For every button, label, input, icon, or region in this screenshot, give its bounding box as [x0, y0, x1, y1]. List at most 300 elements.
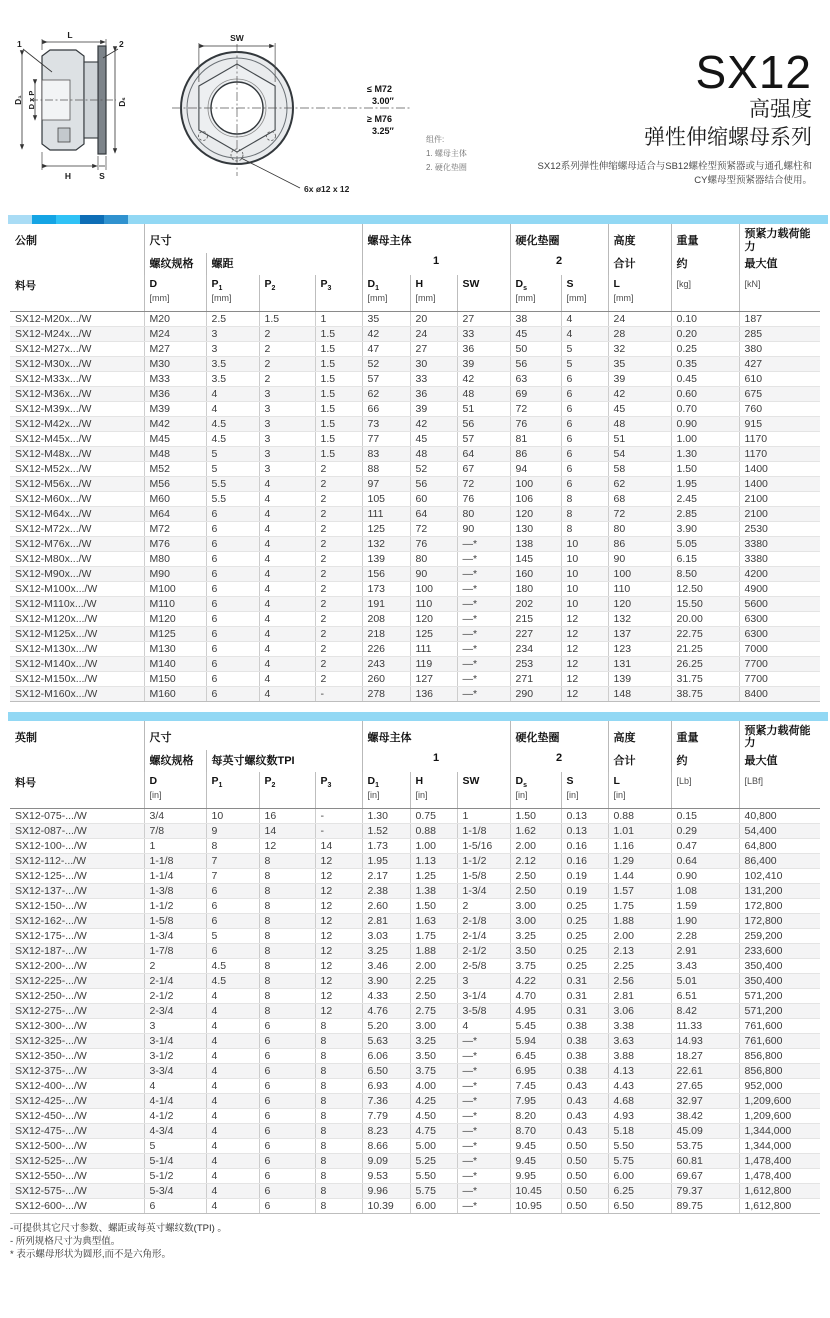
cell-D1: 77: [362, 431, 410, 446]
cell-H: 48: [410, 446, 457, 461]
cell-part-number: SX12-225-.../W: [10, 973, 144, 988]
cell-P1: 4: [206, 1018, 259, 1033]
cell-D1: 3.46: [362, 958, 410, 973]
cell-SW: 72: [457, 476, 510, 491]
cell-L: 39: [608, 371, 671, 386]
cell-P2: 6: [259, 1063, 315, 1078]
cell-Ds: 8.20: [510, 1108, 561, 1123]
cell-L: 35: [608, 356, 671, 371]
cell-P2: 3: [259, 401, 315, 416]
cell-load: 1,209,600: [739, 1093, 820, 1108]
cell-D: 3: [144, 1018, 206, 1033]
cell-P1: 4: [206, 1183, 259, 1198]
cell-D1: 97: [362, 476, 410, 491]
cell-L: 4.43: [608, 1078, 671, 1093]
cell-Ds: 215: [510, 611, 561, 626]
set-screw-shape: [58, 128, 70, 142]
dim-label-S: S: [99, 171, 105, 181]
cell-part-number: SX12-187-.../W: [10, 943, 144, 958]
cell-L: 1.75: [608, 898, 671, 913]
table-row: [10, 958, 820, 973]
cell-Ds: 81: [510, 431, 561, 446]
cell-weight: 31.75: [671, 671, 739, 686]
cell-weight: 0.70: [671, 401, 739, 416]
cell-H: 5.25: [410, 1153, 457, 1168]
cell-S: 8: [561, 491, 608, 506]
cell-H: 4.25: [410, 1093, 457, 1108]
cell-part-number: SX12-M48x.../W: [10, 446, 144, 461]
cell-P2: 6: [259, 1108, 315, 1123]
cell-P1: 6: [206, 898, 259, 913]
cell-S: 0.25: [561, 898, 608, 913]
cell-load: 4900: [739, 581, 820, 596]
cell-part-number: SX12-M130x.../W: [10, 641, 144, 656]
cell-S: 0.16: [561, 853, 608, 868]
cell-D1: 105: [362, 491, 410, 506]
cell-SW: —*: [457, 596, 510, 611]
cell-load: 1,612,800: [739, 1183, 820, 1198]
table-row: [10, 446, 820, 461]
cell-S: 6: [561, 461, 608, 476]
cell-part-number: SX12-200-.../W: [10, 958, 144, 973]
cell-Ds: 253: [510, 656, 561, 671]
cell-Ds: 6.95: [510, 1063, 561, 1078]
cell-L: 3.38: [608, 1018, 671, 1033]
cell-load: 285: [739, 326, 820, 341]
cell-P1: 5: [206, 446, 259, 461]
cell-L: 6.00: [608, 1168, 671, 1183]
cell-D1: 278: [362, 686, 410, 701]
cell-D: 3-1/2: [144, 1048, 206, 1063]
cell-SW: 3: [457, 973, 510, 988]
cell-load: 350,400: [739, 973, 820, 988]
cell-D: M42: [144, 416, 206, 431]
cell-D: M52: [144, 461, 206, 476]
cell-L: 123: [608, 641, 671, 656]
cell-P1: 6: [206, 566, 259, 581]
side-section-drawing: [13, 30, 127, 181]
cell-P1: 3.5: [206, 371, 259, 386]
cell-P3: 1.5: [315, 371, 362, 386]
cell-H: 100: [410, 581, 457, 596]
cell-Ds: 3.00: [510, 913, 561, 928]
cell-D: M48: [144, 446, 206, 461]
cell-P2: 6: [259, 1153, 315, 1168]
accent-segment: [8, 215, 32, 224]
cell-weight: 11.33: [671, 1018, 739, 1033]
cell-L: 139: [608, 671, 671, 686]
cell-L: 4.68: [608, 1093, 671, 1108]
cell-load: 2100: [739, 506, 820, 521]
cell-weight: 0.60: [671, 386, 739, 401]
table-row: [10, 913, 820, 928]
cell-part-number: SX12-550-.../W: [10, 1168, 144, 1183]
cell-S: 6: [561, 476, 608, 491]
cell-weight: 6.51: [671, 988, 739, 1003]
cell-P3: 2: [315, 581, 362, 596]
cell-P3: 2: [315, 491, 362, 506]
cell-D: M24: [144, 326, 206, 341]
cell-load: 5600: [739, 596, 820, 611]
cell-P3: 2: [315, 596, 362, 611]
cell-P2: 4: [259, 521, 315, 536]
col-header-load: [kN]: [739, 275, 820, 311]
cell-H: 3.25: [410, 1033, 457, 1048]
cell-L: 42: [608, 386, 671, 401]
cell-part-number: SX12-350-.../W: [10, 1048, 144, 1063]
cell-L: 1.44: [608, 868, 671, 883]
cell-S: 0.38: [561, 1048, 608, 1063]
cell-P3: 2: [315, 656, 362, 671]
cell-S: 0.19: [561, 868, 608, 883]
cell-S: 0.50: [561, 1198, 608, 1213]
cell-P2: 4: [259, 476, 315, 491]
cell-P3: 8: [315, 1138, 362, 1153]
holes-label: 6x ø12 x 12: [304, 184, 350, 194]
cell-weight: 0.90: [671, 868, 739, 883]
sub-nut-body-num: 1: [362, 253, 510, 275]
cell-L: 6.50: [608, 1198, 671, 1213]
cell-P2: 6: [259, 1183, 315, 1198]
cell-D: 1-3/8: [144, 883, 206, 898]
cell-P1: 2.5: [206, 311, 259, 326]
cell-Ds: 271: [510, 671, 561, 686]
cell-D1: 156: [362, 566, 410, 581]
cell-SW: —*: [457, 1183, 510, 1198]
table-row: [10, 883, 820, 898]
cell-D: M120: [144, 611, 206, 626]
cell-P2: 12: [259, 838, 315, 853]
sub-thread-spec: 螺纹规格: [144, 253, 206, 275]
cell-weight: 0.15: [671, 808, 739, 823]
cell-part-number: SX12-M80x.../W: [10, 551, 144, 566]
cell-weight: 6.15: [671, 551, 739, 566]
cell-part-number: SX12-450-.../W: [10, 1108, 144, 1123]
table-row: [10, 1123, 820, 1138]
sub-header-row: [10, 253, 820, 275]
cell-H: 60: [410, 491, 457, 506]
cell-load: 1170: [739, 431, 820, 446]
cell-S: 5: [561, 341, 608, 356]
cell-Ds: 6.45: [510, 1048, 561, 1063]
cell-P2: 6: [259, 1138, 315, 1153]
cell-P2: 8: [259, 1003, 315, 1018]
cell-weight: 53.75: [671, 1138, 739, 1153]
cell-P1: 4.5: [206, 416, 259, 431]
cell-Ds: 227: [510, 626, 561, 641]
cell-load: 259,200: [739, 928, 820, 943]
sub-preload-max: 最大值: [739, 253, 820, 275]
cell-P1: 5.5: [206, 491, 259, 506]
cell-P2: 8: [259, 928, 315, 943]
column-header-row: [10, 772, 820, 808]
sub-preload-max: 最大值: [739, 750, 820, 772]
cell-part-number: SX12-M20x.../W: [10, 311, 144, 326]
cell-D: 1-1/4: [144, 868, 206, 883]
cell-weight: 1.30: [671, 446, 739, 461]
cell-S: 12: [561, 626, 608, 641]
group-preload: 预紧力载荷能力: [739, 721, 820, 750]
cell-D: M72: [144, 521, 206, 536]
cell-load: 2530: [739, 521, 820, 536]
cell-load: 675: [739, 386, 820, 401]
cell-Ds: 106: [510, 491, 561, 506]
cell-D1: 73: [362, 416, 410, 431]
cell-D: 7/8: [144, 823, 206, 838]
cell-part-number: SX12-475-.../W: [10, 1123, 144, 1138]
cell-Ds: 50: [510, 341, 561, 356]
cell-P3: 1.5: [315, 431, 362, 446]
cell-D1: 111: [362, 506, 410, 521]
cell-weight: 12.50: [671, 581, 739, 596]
col-header-Ds: $D_s$ [in]: [510, 772, 561, 808]
group-height: 高度: [608, 721, 671, 750]
cell-P1: 7: [206, 868, 259, 883]
cell-D1: 6.50: [362, 1063, 410, 1078]
cell-SW: 3-5/8: [457, 1003, 510, 1018]
cell-Ds: 4.95: [510, 1003, 561, 1018]
cell-load: 7000: [739, 641, 820, 656]
table-row: [10, 868, 820, 883]
cell-S: 0.25: [561, 943, 608, 958]
cell-P3: -: [315, 686, 362, 701]
cell-weight: 5.01: [671, 973, 739, 988]
cell-D1: 2.38: [362, 883, 410, 898]
cell-SW: —*: [457, 671, 510, 686]
cell-part-number: SX12-M27x.../W: [10, 341, 144, 356]
cell-S: 6: [561, 386, 608, 401]
cell-part-number: SX12-425-.../W: [10, 1093, 144, 1108]
cell-SW: —*: [457, 1123, 510, 1138]
cell-Ds: 45: [510, 326, 561, 341]
cell-Ds: 2.00: [510, 838, 561, 853]
cell-H: 1.38: [410, 883, 457, 898]
cell-D: M64: [144, 506, 206, 521]
cell-weight: 26.25: [671, 656, 739, 671]
cell-P2: 8: [259, 973, 315, 988]
cell-part-number: SX12-500-.../W: [10, 1138, 144, 1153]
cell-L: 100: [608, 566, 671, 581]
col-header-P3: $P_3$: [315, 275, 362, 311]
cell-P1: 4: [206, 1123, 259, 1138]
cell-P1: 9: [206, 823, 259, 838]
cell-P1: 4: [206, 1063, 259, 1078]
cell-P2: 4: [259, 536, 315, 551]
cell-D1: 132: [362, 536, 410, 551]
cell-L: 58: [608, 461, 671, 476]
accent-segment: [104, 215, 128, 224]
cell-P1: 3: [206, 326, 259, 341]
cell-P3: 8: [315, 1033, 362, 1048]
col-header-P1: $P_1$: [206, 772, 259, 808]
cell-P3: 1.5: [315, 326, 362, 341]
cell-L: 0.88: [608, 808, 671, 823]
cell-Ds: 290: [510, 686, 561, 701]
cell-load: 571,200: [739, 1003, 820, 1018]
thread-le-label: ≤ M72: [367, 84, 392, 94]
cell-P2: 8: [259, 913, 315, 928]
cell-P1: 3.5: [206, 356, 259, 371]
group-washer: 硬化垫圈: [510, 721, 608, 750]
cell-L: 68: [608, 491, 671, 506]
col-header-P3: $P_3$: [315, 772, 362, 808]
cell-SW: —*: [457, 1138, 510, 1153]
group-preload: 预紧力载荷能力: [739, 224, 820, 253]
cell-H: 72: [410, 521, 457, 536]
cell-P3: 2: [315, 506, 362, 521]
cell-P3: 12: [315, 1003, 362, 1018]
cell-D1: 243: [362, 656, 410, 671]
cell-load: 1,344,000: [739, 1138, 820, 1153]
cell-S: 0.13: [561, 808, 608, 823]
cell-P1: 6: [206, 943, 259, 958]
cell-weight: 1.59: [671, 898, 739, 913]
cell-part-number: SX12-150-.../W: [10, 898, 144, 913]
table-row: [10, 1003, 820, 1018]
cell-load: 1,344,000: [739, 1123, 820, 1138]
cell-part-number: SX12-250-.../W: [10, 988, 144, 1003]
cell-P3: 12: [315, 958, 362, 973]
cell-load: 1,612,800: [739, 1198, 820, 1213]
table-row: [10, 656, 820, 671]
cell-part-number: SX12-600-.../W: [10, 1198, 144, 1213]
cell-P1: 4: [206, 1033, 259, 1048]
cell-weight: 22.75: [671, 626, 739, 641]
cell-D1: 4.33: [362, 988, 410, 1003]
cell-weight: 0.29: [671, 823, 739, 838]
cell-S: 0.43: [561, 1108, 608, 1123]
table-row: [10, 1168, 820, 1183]
sub-washer-num: 2: [510, 750, 608, 772]
cell-SW: 48: [457, 386, 510, 401]
cell-load: 6300: [739, 611, 820, 626]
thread-annotations: [367, 84, 395, 136]
cell-H: 0.75: [410, 808, 457, 823]
cell-P1: 6: [206, 641, 259, 656]
cell-P1: 6: [206, 686, 259, 701]
cell-SW: 3-1/4: [457, 988, 510, 1003]
cell-part-number: SX12-M33x.../W: [10, 371, 144, 386]
col-header-SW: SW: [457, 275, 510, 311]
cell-P3: 8: [315, 1093, 362, 1108]
cell-H: 5.50: [410, 1168, 457, 1183]
thread-ge-label: ≥ M76: [367, 114, 392, 124]
cell-D: M36: [144, 386, 206, 401]
cell-P2: 6: [259, 1123, 315, 1138]
cell-H: 39: [410, 401, 457, 416]
sub-blank: [10, 253, 144, 275]
cell-P2: 4: [259, 566, 315, 581]
cell-Ds: 2.50: [510, 868, 561, 883]
cell-P2: 3: [259, 446, 315, 461]
cell-part-number: SX12-275-.../W: [10, 1003, 144, 1018]
cell-H: 127: [410, 671, 457, 686]
cell-weight: 2.91: [671, 943, 739, 958]
cell-S: 0.38: [561, 1063, 608, 1078]
cell-D1: 3.03: [362, 928, 410, 943]
imperial-section: [0, 712, 830, 1214]
cell-P3: 14: [315, 838, 362, 853]
cell-Ds: 63: [510, 371, 561, 386]
cell-S: 10: [561, 566, 608, 581]
cell-H: 1.00: [410, 838, 457, 853]
cell-P1: 6: [206, 671, 259, 686]
cell-weight: 38.75: [671, 686, 739, 701]
cell-Ds: 94: [510, 461, 561, 476]
cell-D1: 62: [362, 386, 410, 401]
cell-H: 3.50: [410, 1048, 457, 1063]
cell-D1: 3.25: [362, 943, 410, 958]
cell-D1: 5.20: [362, 1018, 410, 1033]
dim-label-H: H: [64, 171, 72, 181]
cell-P2: 3: [259, 461, 315, 476]
group-nut-body: 螺母主体: [362, 721, 510, 750]
cell-P3: 8: [315, 1018, 362, 1033]
accent-bar-segmented: [8, 215, 828, 224]
cell-D1: 9.96: [362, 1183, 410, 1198]
cell-S: 0.31: [561, 1003, 608, 1018]
cell-H: 3.75: [410, 1063, 457, 1078]
cell-S: 0.43: [561, 1078, 608, 1093]
cell-S: 10: [561, 596, 608, 611]
cell-Ds: 76: [510, 416, 561, 431]
cell-D: 3/4: [144, 808, 206, 823]
cell-H: 1.75: [410, 928, 457, 943]
table-row: [10, 506, 820, 521]
cell-D1: 125: [362, 521, 410, 536]
cell-D1: 2.17: [362, 868, 410, 883]
cell-load: 54,400: [739, 823, 820, 838]
cell-SW: —*: [457, 641, 510, 656]
table-row: [10, 1198, 820, 1213]
table-row: [10, 611, 820, 626]
components-note-item-1: 1. 螺母主体: [426, 149, 467, 158]
cell-D1: 42: [362, 326, 410, 341]
cell-P2: 4: [259, 491, 315, 506]
cell-P3: 12: [315, 868, 362, 883]
footnote-line-1: -可提供其它尺寸参数、螺距或每英寸螺纹数(TPI) 。: [10, 1222, 227, 1234]
group-weight: 重量: [671, 721, 739, 750]
cell-load: 2100: [739, 491, 820, 506]
cell-SW: 33: [457, 326, 510, 341]
table-row: [10, 808, 820, 823]
cell-SW: 2-1/4: [457, 928, 510, 943]
col-header-P2: $P_2$: [259, 772, 315, 808]
cell-H: 2.75: [410, 1003, 457, 1018]
cell-SW: —*: [457, 611, 510, 626]
cell-D: 1-5/8: [144, 913, 206, 928]
cell-SW: 1-3/4: [457, 883, 510, 898]
cell-load: 380: [739, 341, 820, 356]
cell-S: 4: [561, 326, 608, 341]
cell-SW: 42: [457, 371, 510, 386]
cell-P2: 14: [259, 823, 315, 838]
cell-SW: —*: [457, 1153, 510, 1168]
cell-D: 1: [144, 838, 206, 853]
cell-P3: 12: [315, 913, 362, 928]
cell-D1: 2.60: [362, 898, 410, 913]
dim-label-L: L: [67, 30, 73, 40]
col-header-P1: $P_1$ [mm]: [206, 275, 259, 311]
cell-SW: —*: [457, 1168, 510, 1183]
table-row: [10, 1153, 820, 1168]
cell-P2: 2: [259, 341, 315, 356]
cell-Ds: 10.95: [510, 1198, 561, 1213]
cell-L: 131: [608, 656, 671, 671]
cell-D: 5: [144, 1138, 206, 1153]
table-row: [10, 1138, 820, 1153]
cell-L: 72: [608, 506, 671, 521]
